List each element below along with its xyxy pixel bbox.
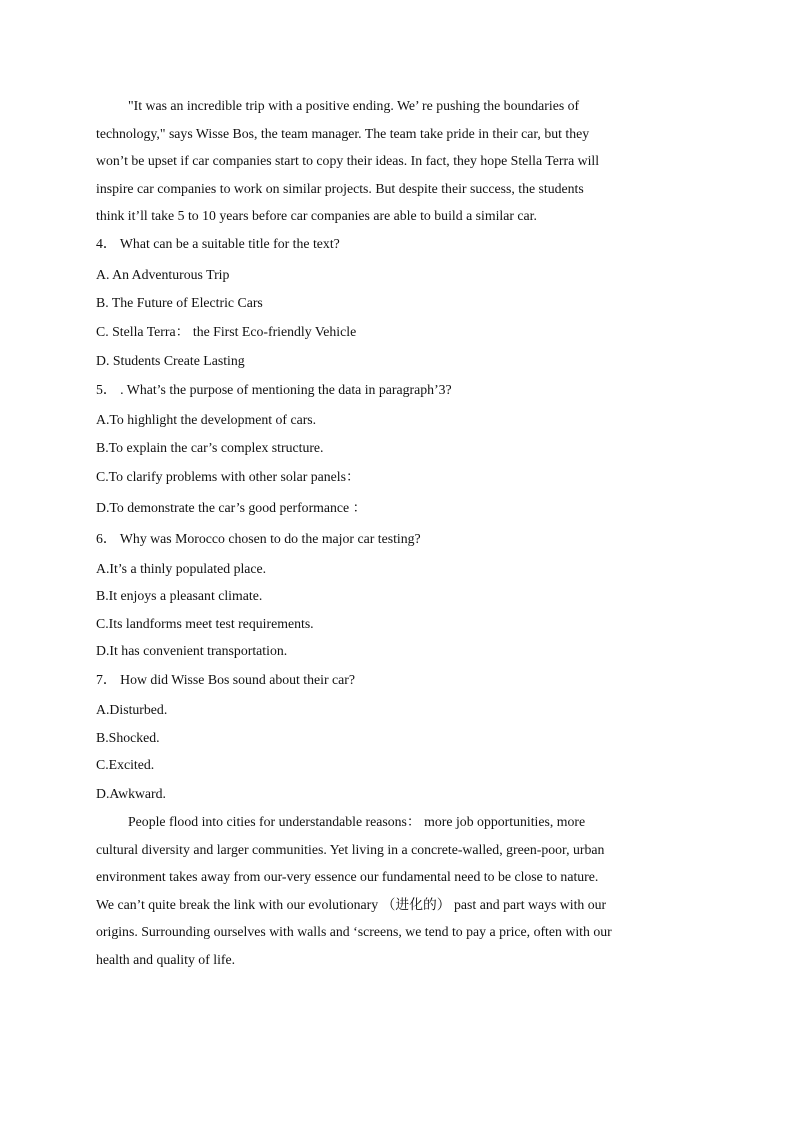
passage-line: origins. Surrounding ourselves with walls and ‘screens, we tend to pay a price, often with our bbox=[96, 924, 612, 939]
passage-line: cultural diversity and larger communities. Yet living in a concrete-walled, green-poor, urban bbox=[96, 841, 605, 857]
passage-line: won’t be upset if car companies start to copy their ideas. In fact, they hope Stella Terra will bbox=[96, 153, 600, 168]
question-7-option-c: C.Excited. bbox=[96, 757, 155, 772]
passage-paragraph-2 bbox=[96, 808, 696, 973]
passage-line: environment takes away from our-very essence our fundamental need to be close to nature. bbox=[96, 869, 599, 884]
question-5-option-d: D.To demonstrate the car’s good performance ： bbox=[96, 500, 367, 515]
question-5-option-a: A.To highlight the development of cars. bbox=[96, 412, 317, 427]
question-7-option-d: D.Awkward. bbox=[96, 786, 167, 801]
question-6-option-a: A.It’s a thinly populated place. bbox=[96, 561, 267, 576]
question-4-option-d: D. Students Create Lasting bbox=[96, 353, 245, 368]
passage-line: "It was an incredible trip with a positive ending. We’ re pushing the boundaries of bbox=[128, 98, 580, 113]
passage-line: inspire car companies to work on similar projects. But despite their success, the students bbox=[96, 180, 584, 196]
question-4-option-b: B. The Future of Electric Cars bbox=[96, 295, 263, 310]
question-6-option-c: C.Its landforms meet test requirements. bbox=[96, 616, 314, 631]
question-5-option-b: B.To explain the car’s complex structure. bbox=[96, 440, 324, 455]
question-7-stem: 7． How did Wisse Bos sound about their car? bbox=[96, 672, 355, 687]
passage-line: health and quality of life. bbox=[96, 951, 236, 967]
question-4-stem: 4． What can be a suitable title for the text? bbox=[96, 236, 340, 251]
question-4-option-c: C. Stella Terra： the First Eco-friendly Vehicle bbox=[96, 324, 357, 339]
question-6-option-b: B.It enjoys a pleasant climate. bbox=[96, 588, 263, 603]
question-6-stem: 6． Why was Morocco chosen to do the major car testing? bbox=[96, 531, 421, 546]
passage-paragraph-1 bbox=[96, 92, 696, 230]
question-5-stem: 5． . What’s the purpose of mentioning the data in paragraph’3? bbox=[96, 382, 452, 397]
passage-line: We can’t quite break the link with our evolutionary （进化的） past and part ways with our bbox=[96, 896, 607, 912]
question-5-option-c: C.To clarify problems with other solar panels： bbox=[96, 469, 360, 484]
question-4-option-a: A. An Adventurous Trip bbox=[96, 267, 230, 282]
question-7-option-a: A.Disturbed. bbox=[96, 702, 168, 717]
question-7-option-b: B.Shocked. bbox=[96, 730, 160, 745]
passage-line: think it’ll take 5 to 10 years before car companies are able to build a similar car. bbox=[96, 208, 537, 223]
passage-line: technology," says Wisse Bos, the team manager. The team take pride in their car, but they bbox=[96, 125, 590, 141]
passage-line: People flood into cities for understandable reasons： more job opportunities, more bbox=[128, 814, 586, 829]
question-6-option-d: D.It has convenient transportation. bbox=[96, 643, 288, 658]
